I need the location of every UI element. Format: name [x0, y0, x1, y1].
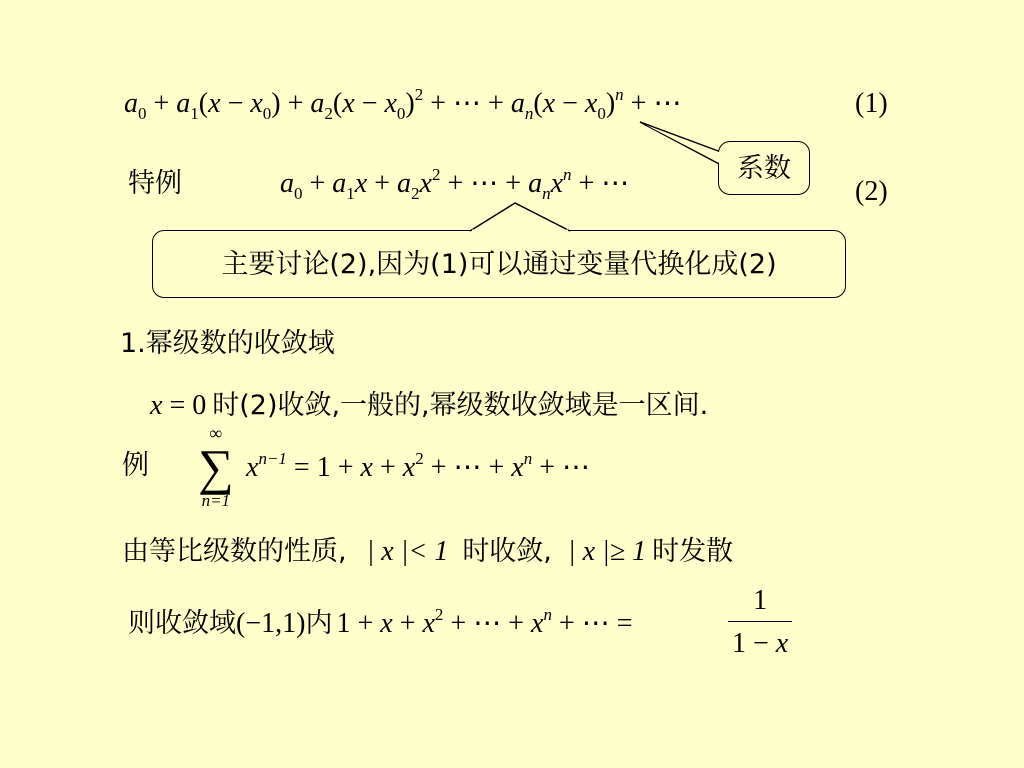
example-label: 例	[122, 450, 149, 481]
x-variable: x	[150, 390, 163, 421]
math-token: x	[542, 88, 556, 119]
equation-2-number: (2)	[855, 176, 888, 207]
geometric-sum	[336, 605, 640, 639]
geometric-prefix: 由等比级数的性质,	[122, 536, 347, 567]
math-token: −	[354, 88, 385, 119]
geometric-mid: 时收敛,	[462, 536, 552, 567]
math-token: $a_0$	[124, 88, 147, 123]
math-token: + ⋯ =	[551, 608, 640, 639]
math-token: 1 +	[336, 608, 381, 639]
math-token: $a_n$	[510, 88, 534, 123]
math-token: (	[198, 88, 209, 119]
sigma-symbol: ∑	[198, 439, 234, 495]
geometric-suffix: 时发散	[652, 536, 734, 567]
math-token: + ⋯	[532, 452, 591, 483]
math-token: x	[342, 88, 355, 119]
math-token: −	[220, 88, 251, 119]
math-token: $a_2$	[397, 168, 420, 203]
conclusion-prefix: 则收敛域	[128, 608, 236, 639]
math-token: $a_2$	[310, 88, 333, 123]
special-case-label: 特例	[128, 168, 182, 199]
math-token: $a_n$	[528, 168, 551, 203]
math-token: + ⋯	[623, 88, 682, 119]
math-token: $x_0$	[384, 88, 406, 123]
math-token: +	[392, 608, 423, 639]
fraction-numerator: 1	[753, 585, 768, 616]
math-token: $x^2$	[422, 605, 444, 639]
math-token: ) +	[271, 88, 311, 119]
math-token: x	[354, 168, 368, 199]
condition-less-than-one: | x |< 1	[366, 536, 449, 567]
example-series	[246, 449, 591, 483]
math-token: +	[146, 88, 177, 119]
summand-exponent: n−1	[258, 449, 287, 468]
summand-base: x	[246, 452, 259, 483]
sum-upper-limit: ∞	[209, 423, 223, 443]
interval: (−1,1)	[236, 608, 306, 639]
math-token: + ⋯ +	[440, 168, 529, 199]
math-token: = 1 +	[286, 452, 361, 483]
math-token: $a_1$	[332, 168, 355, 203]
math-token: )$^n$	[605, 85, 624, 119]
math-token: $x^2$	[402, 449, 424, 483]
callout-coefficients-text: 系数	[737, 152, 791, 184]
math-token: $x^2$	[419, 165, 441, 199]
sum-lower-limit: n=1	[201, 491, 231, 510]
math-token: x	[380, 608, 393, 639]
math-token: + ⋯	[571, 168, 630, 199]
math-token: $a_1$	[176, 88, 199, 123]
condition-geq-one: | x |≥ 1	[567, 536, 647, 567]
math-token: x	[208, 88, 221, 119]
fraction-bar	[728, 621, 792, 622]
math-token: + ⋯ +	[423, 452, 512, 483]
equals-zero: = 0	[162, 390, 207, 421]
callout-main-text: 主要讨论(2),因为(1)可以通过变量代换化成(2)	[221, 248, 777, 280]
math-token: $x^n$	[531, 605, 552, 639]
math-token: $x_0$	[250, 88, 272, 123]
equation-1-number: (1)	[855, 88, 888, 119]
convergence-statement	[150, 392, 708, 420]
math-token: (	[332, 88, 343, 119]
math-token: $x_0$	[584, 88, 606, 123]
math-token: $a_0$	[280, 168, 303, 203]
math-token: +	[302, 168, 333, 199]
math-token: + ⋯ +	[443, 608, 532, 639]
math-token: +	[372, 452, 403, 483]
fraction	[728, 587, 792, 658]
math-token: + ⋯ +	[423, 88, 511, 119]
math-token: (	[533, 88, 543, 119]
series-expansion	[286, 449, 591, 483]
math-token: $x^n$	[511, 449, 533, 483]
math-token: $x^n$	[550, 165, 572, 199]
geometric-line	[122, 538, 733, 566]
math-token: x	[360, 452, 373, 483]
summation	[198, 424, 234, 509]
math-token: )$^2$	[405, 85, 424, 119]
conclusion-line	[128, 605, 640, 639]
fraction-denominator: 1 − x	[732, 628, 789, 659]
math-token: −	[555, 88, 585, 119]
convergence-text: 时(2)收敛,一般的,幂级数收敛域是一区间.	[212, 390, 709, 421]
conclusion-in: 内	[305, 608, 333, 639]
section-heading: 1.幂级数的收敛域	[120, 328, 335, 359]
math-token: +	[367, 168, 398, 199]
